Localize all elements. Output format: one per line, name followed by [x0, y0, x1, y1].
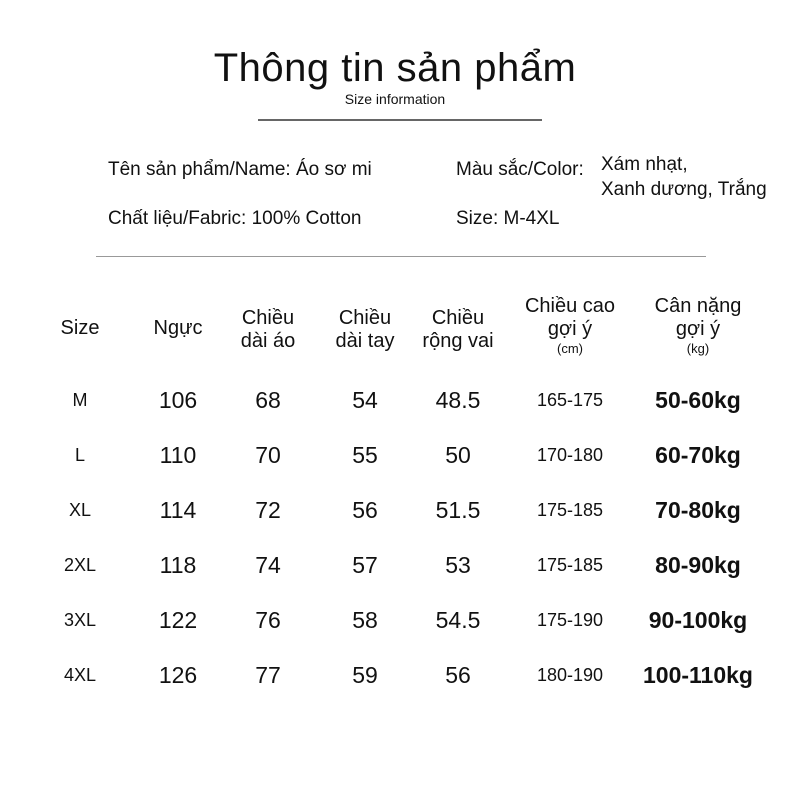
table-cell: 68 [255, 387, 281, 413]
table-cell: 56 [445, 662, 471, 688]
table-header-line1: Ngực [153, 317, 203, 339]
table-header-line1: Chiều [431, 307, 485, 329]
table-cell: 4XL [63, 665, 97, 685]
table-header [40, 317, 120, 340]
table-header-line1: Size [60, 317, 100, 339]
table-cell: 51.5 [435, 497, 481, 523]
table-header-line1: Chiều cao [524, 295, 616, 317]
table-cell: 50-60kg [655, 387, 741, 413]
table-header-unit: (kg) [686, 341, 710, 356]
product-name: Tên sản phẩm/Name: Áo sơ mi [108, 159, 372, 180]
table-cell: 122 [158, 607, 198, 633]
table-header-line2: rộng vai [422, 330, 494, 352]
table-header-line2: gợi ý [547, 318, 593, 340]
table-cell: 180-190 [536, 665, 604, 685]
table-header-line1: Cân nặng [654, 295, 742, 317]
table-cell: 58 [352, 607, 378, 633]
table-cell: 165-175 [536, 390, 604, 410]
table-header [505, 295, 635, 357]
product-color-line2: Xanh dương, Trắng [601, 179, 767, 200]
table-cell: 72 [255, 497, 281, 523]
table-cell: 74 [255, 552, 281, 578]
table-cell: 60-70kg [655, 442, 741, 468]
table-cell: XL [68, 500, 92, 520]
table-cell: 54 [352, 387, 378, 413]
product-color-label: Màu sắc/Color: [456, 159, 584, 180]
table-cell: 77 [255, 662, 281, 688]
section-divider [96, 256, 706, 257]
page-subtitle: Size information [344, 91, 446, 107]
table-cell: 110 [159, 442, 197, 468]
table-cell: 90-100kg [648, 607, 748, 633]
table-header [223, 307, 313, 353]
product-fabric: Chất liệu/Fabric: 100% Cotton [108, 208, 362, 229]
table-header [320, 307, 410, 353]
table-header-line1: Chiều [338, 307, 392, 329]
table-cell: 50 [445, 442, 471, 468]
table-cell: 48.5 [435, 387, 481, 413]
table-cell: 55 [352, 442, 378, 468]
table-cell: 175-185 [536, 500, 604, 520]
table-cell: 70-80kg [655, 497, 741, 523]
table-cell: M [72, 390, 88, 410]
product-color-line1: Xám nhạt, [601, 154, 688, 175]
table-header-line2: dài áo [240, 330, 296, 352]
table-cell: 2XL [63, 555, 97, 575]
table-header-line1: Chiều [241, 307, 295, 329]
table-cell: 53 [445, 552, 471, 578]
table-cell: 170-180 [536, 445, 604, 465]
table-cell: L [74, 445, 85, 465]
table-cell: 76 [255, 607, 281, 633]
table-cell: 175-190 [536, 610, 604, 630]
table-cell: 70 [255, 442, 281, 468]
table-header-line2: dài tay [335, 330, 395, 352]
table-cell: 175-185 [536, 555, 604, 575]
title-divider [258, 119, 542, 121]
table-cell: 57 [352, 552, 378, 578]
table-cell: 106 [158, 387, 198, 413]
table-cell: 118 [159, 552, 197, 578]
table-header [623, 295, 773, 357]
table-header-line2: gợi ý [675, 318, 721, 340]
table-cell: 54.5 [435, 607, 481, 633]
table-cell: 59 [352, 662, 378, 688]
table-header-unit: (cm) [557, 341, 583, 356]
table-cell: 100-110kg [643, 662, 753, 688]
table-cell: 126 [158, 662, 198, 688]
table-cell: 80-90kg [655, 552, 741, 578]
table-cell: 114 [159, 497, 197, 523]
page-title: Thông tin sản phẩm [213, 46, 577, 90]
table-cell: 3XL [63, 610, 97, 630]
product-size-range: Size: M-4XL [456, 208, 560, 229]
table-header [403, 307, 513, 353]
table-header [138, 317, 218, 340]
table-cell: 56 [352, 497, 378, 523]
